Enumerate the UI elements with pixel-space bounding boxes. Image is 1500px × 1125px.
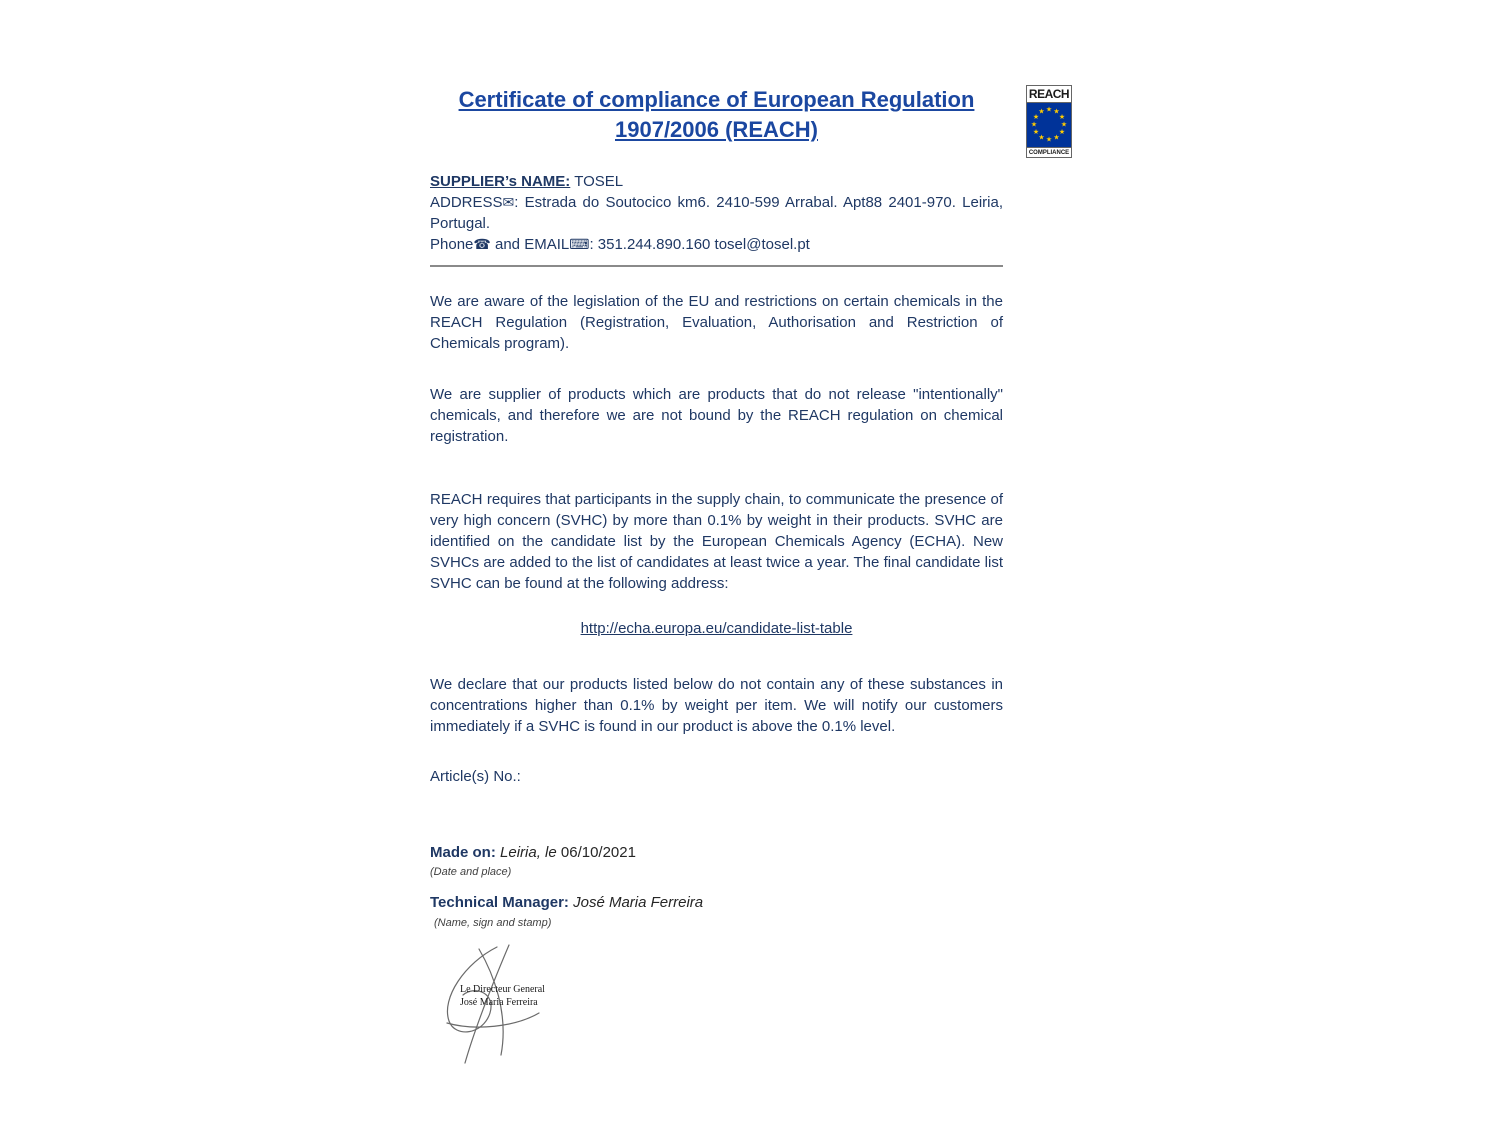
supplier-block — [430, 171, 1003, 255]
supplier-address-value: : Estrada do Soutocico km6. 2410-599 Arrabal. Apt88 2401-970. Leiria, Portugal. — [430, 194, 1003, 232]
signature-line-1: Le Directeur General — [460, 984, 545, 995]
technical-manager-line — [430, 892, 1003, 913]
article-number-label: Article(s) No.: — [430, 768, 521, 785]
made-on-label: Made on: — [430, 844, 496, 861]
supplier-address-label: ADDRESS — [430, 194, 503, 211]
technical-manager-label: Technical Manager: — [430, 894, 569, 911]
eu-star-icon: ★ — [1053, 134, 1060, 142]
supplier-email-label: and EMAIL — [490, 236, 570, 253]
made-on-place: Leiria, le — [495, 844, 561, 861]
supplier-name-line — [430, 171, 1003, 192]
eu-star-icon: ★ — [1032, 114, 1040, 121]
title-line-2: 1907/2006 (REACH) — [615, 117, 818, 142]
eu-star-icon: ★ — [1045, 136, 1053, 144]
title-line-1: Certificate of compliance of European Regulation — [458, 87, 975, 112]
supplier-name-label: SUPPLIER’s NAME: — [430, 173, 571, 190]
email-device-icon: ⌨ — [569, 236, 590, 252]
name-sign-stamp-note: (Name, sign and stamp) — [434, 917, 552, 929]
eu-star-icon: ★ — [1058, 129, 1066, 136]
supplier-phone-label: Phone — [430, 236, 474, 253]
paragraph-declaration: We declare that our products listed below do not contain any of these substances in concentrations higher than 0.1% by weight per item. We will notify our customers immediately if a SVHC is found in our product is above the 0.1% level. — [430, 676, 1003, 735]
eu-star-icon: ★ — [1058, 114, 1066, 121]
logo-compliance-label: COMPLIANCE — [1027, 147, 1071, 157]
supplier-name-value: TOSEL — [570, 173, 624, 190]
candidate-list-link-row — [430, 618, 1003, 639]
signature-block — [430, 943, 610, 1073]
signature-line-2: José Maria Ferreira — [460, 997, 538, 1008]
technical-manager-name: José Maria Ferreira — [568, 894, 704, 911]
paragraph-reach-requirements: REACH requires that participants in the supply chain, to communicate the presence of very high concern (SVHC) by more than 0.1% by weight in their products. SVHC are identified on the candidate list by the European Chemicals Agency (ECHA). New SVHCs are added to the list of candidates at least twice a year. The final candidate list SVHC can be found at the following address: — [430, 491, 1003, 592]
signature-text — [460, 983, 545, 1009]
made-on-date: 06/10/2021 — [560, 844, 636, 861]
supplier-contact-line — [430, 234, 1003, 255]
candidate-list-link[interactable]: http://echa.europa.eu/candidate-list-table — [580, 620, 853, 637]
paragraph-awareness: We are aware of the legislation of the EU and restrictions on certain chemicals in the REACH Regulation (Registration, Evaluation, Authorisation and Restriction of Chemicals program). — [430, 293, 1003, 352]
header-divider — [430, 265, 1003, 267]
eu-star-icon: ★ — [1053, 108, 1060, 116]
eu-star-icon: ★ — [1045, 106, 1053, 114]
date-place-note: (Date and place) — [430, 866, 512, 878]
paragraph-supplier-statement: We are supplier of products which are products that do not release "intentionally" chemicals, and therefore we are not bound by the REACH regulation on chemical registration. — [430, 386, 1003, 445]
eu-star-icon: ★ — [1032, 129, 1040, 136]
reach-compliance-logo — [1026, 85, 1072, 158]
eu-star-icon: ★ — [1038, 108, 1045, 116]
document-title — [430, 85, 1003, 145]
document-content — [430, 85, 1003, 1095]
phone-icon: ☎ — [473, 236, 491, 252]
eu-star-icon: ★ — [1060, 121, 1068, 129]
eu-flag-icon — [1027, 103, 1071, 147]
envelope-icon: ✉ — [502, 194, 515, 210]
eu-star-icon: ★ — [1030, 121, 1038, 129]
supplier-contact-value: : 351.244.890.160 tosel@tosel.pt — [589, 236, 810, 253]
eu-star-icon: ★ — [1038, 134, 1045, 142]
logo-reach-label: REACH — [1028, 87, 1070, 101]
made-on-line — [430, 842, 1003, 863]
supplier-address-line — [430, 192, 1003, 234]
